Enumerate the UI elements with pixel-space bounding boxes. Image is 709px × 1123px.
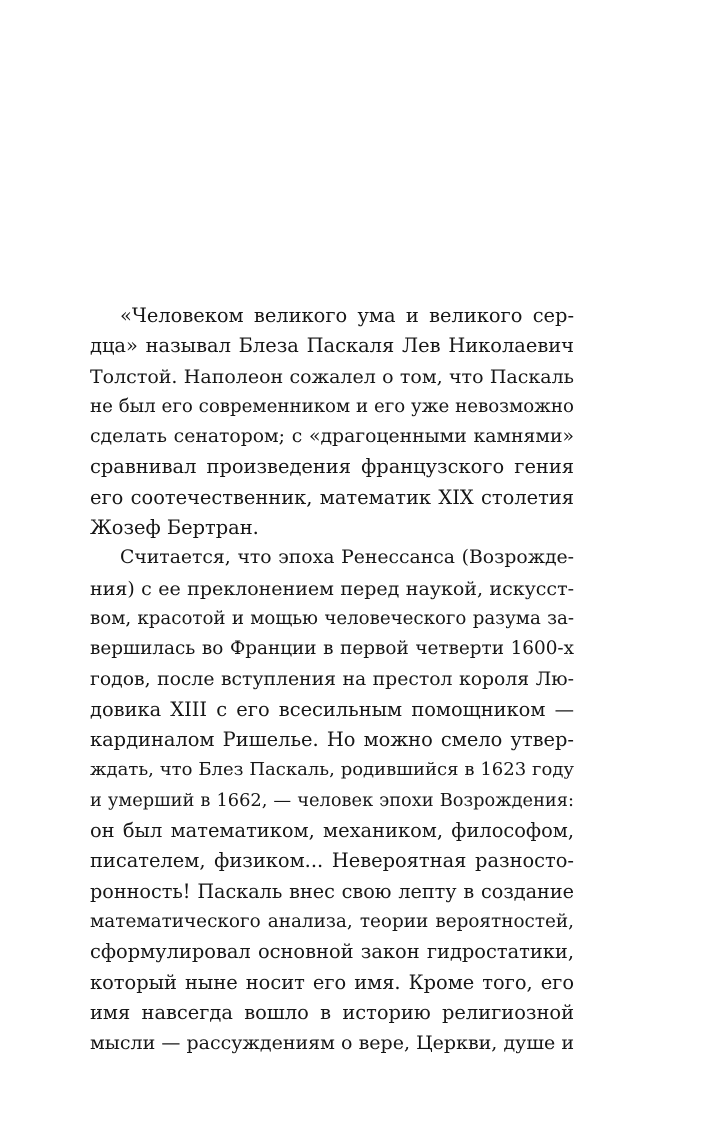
text-line: не был его современником и его уже невозможно [90,395,574,417]
text-line: математического анализа, теории вероятностей, [90,910,574,932]
text-line: мысли — рассуждениям о вере, Церкви, душе и [90,1032,574,1055]
text-line: сделать сенатором; с «драгоценными камнями» [90,426,574,448]
text-line: вершилась во Франции в первой четверти 1600-х [90,638,574,660]
text-line: сравнивал произведения французского гения [90,455,574,479]
text-line: довика XIII с его всесильным помощником — [90,697,574,721]
text-line: «Человеком великого ума и великого сер- [120,304,574,327]
text-line: имя навсегда вошло в историю религиозной [90,1000,574,1024]
text-line: который ныне носит его имя. Кроме того, его [90,970,574,994]
text-page [90,301,574,1058]
text-line: сформулировал основной закон гидростатики, [90,940,574,964]
text-line: его соотечественник, математик XIX столетия [90,485,574,509]
text-line: ждать, что Блез Паскаль, родившийся в 1623 году [90,759,574,781]
paragraph-2 [90,543,574,1058]
text-line: Считается, что эпоха Ренессанса (Возрожде- [120,547,574,569]
text-line: дца» называл Блеза Паскаля Лев Николаевич [90,334,574,358]
text-line: ронность! Паскаль внес свою лепту в создание [90,879,574,903]
text-line: годов, после вступления на престол короля Лю- [90,668,574,690]
text-line: ния) с ее преклонением перед наукой, искусст- [90,577,574,600]
text-line: и умерший в 1662, — человек эпохи Возрождения: [90,789,574,811]
text-line: писателем, физиком... Невероятная разносто- [90,849,574,873]
text-line: он был математиком, механиком, философом, [90,819,574,843]
text-line: кардиналом Ришелье. Но можно смело утвер- [90,728,574,752]
text-line: Толстой. Наполеон сожалел о том, что Паскаль [90,365,574,388]
text-line: вом, красотой и мощью человеческого разума за- [90,607,574,629]
paragraph-1 [90,301,574,543]
text-line: Жозеф Бертран. [90,516,259,540]
